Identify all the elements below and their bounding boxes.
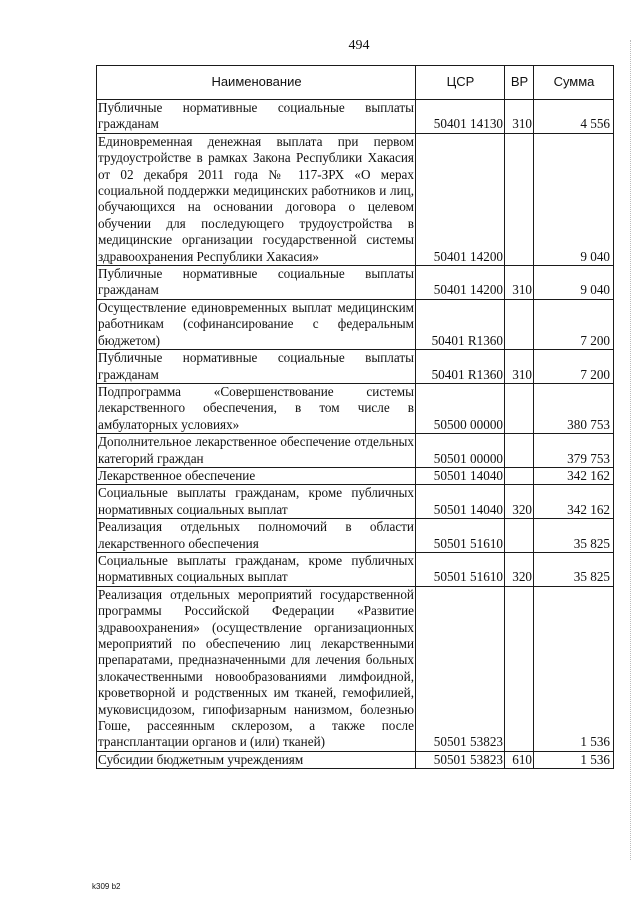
cell-vr <box>505 383 534 433</box>
cell-vr <box>505 586 534 751</box>
header-row <box>97 66 614 100</box>
cell-sum: 380 753 <box>534 383 614 433</box>
cell-vr: 310 <box>505 350 534 384</box>
cell-csr: 50401 14200 <box>416 133 505 265</box>
cell-name: Реализация отдельных мероприятий государственной программы Российской Федерации «Развитие здравоохранения» (осуществление организационных мероприятий по обеспечению лиц лекарственными препаратами, предназначенными для лечения больных злокачественными новообразованиями лимфоидной, кроветворной и родственных им тканей, гемофилией, муковисцидозом, гипофизарным нанизмом, болезнью Гоше, рассеянным склерозом, а также после трансплантации органов и (или) тканей) <box>98 586 414 750</box>
cell-name: Публичные нормативные социальные выплаты гражданам <box>98 266 414 298</box>
cell-vr <box>505 467 534 484</box>
cell-name: Публичные нормативные социальные выплаты гражданам <box>98 350 414 382</box>
cell-sum: 9 040 <box>534 266 614 300</box>
cell-sum: 4 556 <box>534 100 614 134</box>
cell-vr <box>505 299 534 349</box>
cell-sum: 1 536 <box>534 751 614 768</box>
cell-csr: 50501 53823 <box>416 751 505 768</box>
cell-name: Реализация отдельных полномочий в области лекарственного обеспечения <box>98 519 414 551</box>
cell-vr: 610 <box>505 751 534 768</box>
table-row <box>97 519 614 553</box>
cell-name: Осуществление единовременных выплат медицинским работникам (софинансирование с федеральным бюджетом) <box>98 299 414 348</box>
cell-sum: 1 536 <box>534 586 614 751</box>
cell-csr: 50501 14040 <box>416 467 505 484</box>
page-number: 494 <box>348 38 370 53</box>
cell-vr: 310 <box>505 100 534 134</box>
cell-name: Социальные выплаты гражданам, кроме публичных нормативных социальных выплат <box>98 485 414 517</box>
cell-sum: 35 825 <box>534 552 614 586</box>
cell-name: Подпрограмма «Совершенствование системы лекарственного обеспечения, в том числе в амбулаторных условиях» <box>98 383 414 432</box>
cell-vr <box>505 519 534 553</box>
table-row <box>97 266 614 300</box>
table-row <box>97 467 614 484</box>
cell-name: Лекарственное обеспечение <box>97 467 416 484</box>
table-row <box>97 586 614 751</box>
cell-csr: 50401 14130 <box>416 100 505 134</box>
cell-sum: 35 825 <box>534 519 614 553</box>
cell-sum: 379 753 <box>534 434 614 468</box>
cell-vr: 310 <box>505 266 534 300</box>
cell-name: Субсидии бюджетным учреждениям <box>97 751 416 768</box>
table-row <box>97 434 614 468</box>
cell-vr: 320 <box>505 552 534 586</box>
table-row <box>97 100 614 134</box>
header-csr: ЦСР <box>416 66 505 100</box>
table-row <box>97 552 614 586</box>
cell-csr: 50501 51610 <box>416 552 505 586</box>
cell-sum: 7 200 <box>534 350 614 384</box>
table-row <box>97 751 614 768</box>
cell-vr: 320 <box>505 485 534 519</box>
header-sum: Сумма <box>534 66 614 100</box>
table-row <box>97 299 614 349</box>
cell-name: Единовременная денежная выплата при первом трудоустройстве в рамках Закона Республики Хакасия от 02 декабря 2011 года № 117-ЗРХ «О мерах социальной поддержки медицинских работников и лиц, обучающихся на основании договора о целевом обучении для последующего трудоустройства в медицинские организации государственной системы здравоохранения Республики Хакасия» <box>98 133 414 264</box>
table-row <box>97 350 614 384</box>
header-vr: ВР <box>505 66 534 100</box>
cell-name: Социальные выплаты гражданам, кроме публичных нормативных социальных выплат <box>98 552 414 585</box>
cell-vr <box>505 133 534 265</box>
cell-csr: 50501 14040 <box>416 485 505 519</box>
footer-code: k309 b2 <box>92 882 121 891</box>
cell-name: Дополнительное лекарственное обеспечение отдельных категорий граждан <box>98 434 414 466</box>
header-name: Наименование <box>97 66 416 100</box>
cell-csr: 50401 R1360 <box>416 350 505 384</box>
cell-csr: 50501 51610 <box>416 519 505 553</box>
cell-csr: 50501 53823 <box>416 586 505 751</box>
cell-csr: 50401 R1360 <box>416 299 505 349</box>
cell-csr: 50500 00000 <box>416 383 505 433</box>
cell-sum: 342 162 <box>534 467 614 484</box>
cell-name: Публичные нормативные социальные выплаты гражданам <box>98 100 414 132</box>
cell-csr: 50501 00000 <box>416 434 505 468</box>
budget-table <box>96 65 614 769</box>
table-row <box>97 383 614 433</box>
cell-sum: 342 162 <box>534 485 614 519</box>
cell-vr <box>505 434 534 468</box>
scan-edge <box>630 40 635 860</box>
table-row <box>97 485 614 519</box>
table-row <box>97 133 614 265</box>
cell-csr: 50401 14200 <box>416 266 505 300</box>
cell-sum: 7 200 <box>534 299 614 349</box>
cell-sum: 9 040 <box>534 133 614 265</box>
